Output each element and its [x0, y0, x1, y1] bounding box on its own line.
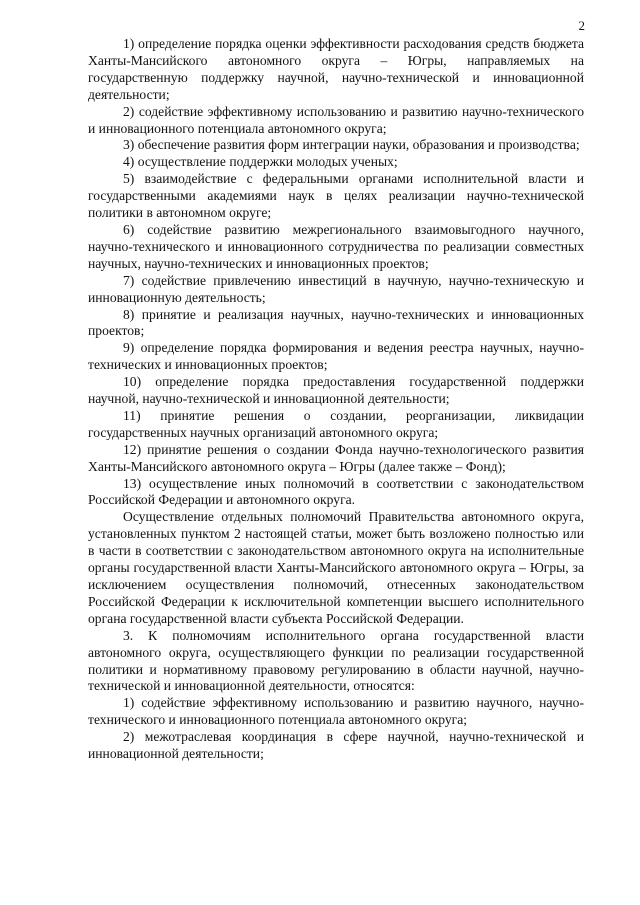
paragraph: 8) принятие и реализация научных, научно-технических и инновационных проектов; [88, 306, 584, 339]
paragraph: 5) взаимодействие с федеральными органами исполнительной власти и государственными академиями наук в целях реализации научно-технической политики в автономном округе; [88, 171, 584, 221]
paragraph: 1) содействие эффективному использованию и развитию научного, научно-технического и инновационного потенциала автономного округа; [88, 695, 584, 728]
paragraph: 13) осуществление иных полномочий в соответствии с законодательством Российской Федерации и автономного округа. [88, 475, 584, 508]
paragraph: 2) содействие эффективному использованию и развитию научно-технического и инновационного потенциала автономного округа; [88, 103, 584, 136]
document-body [88, 36, 584, 763]
paragraph: 3. К полномочиям исполнительного органа государственной власти автономного округа, осуществляющего функции по реализации государственной политики и нормативному правовому регулированию в области научной, научно-технической и инновационной деятельности, относятся: [88, 627, 584, 694]
paragraph: 2) межотраслевая координация в сфере научной, научно-технической и инновационной деятельности; [88, 729, 584, 762]
paragraph: 4) осуществление поддержки молодых ученых; [123, 154, 398, 170]
paragraph: Осуществление отдельных полномочий Правительства автономного округа, установленных пунктом 2 настоящей статьи, может быть возложено полностью или в части в соответствии с законодательством автономного округа на исполнительные органы государственной власти Ханты-Мансийского автономного округа – Югры, за исключением осуществления полномочий, отнесенных законодательством Российской Федерации к исключительной компетенции высшего исполнительного органа государственной власти субъекта Российской Федерации. [88, 509, 584, 626]
page-number: 2 [578, 18, 585, 33]
paragraph: 11) принятие решения о создании, реорганизации, ликвидации государственных научных организаций автономного округа; [88, 407, 584, 440]
paragraph: 3) обеспечение развития форм интеграции науки, образования и производства; [123, 137, 580, 153]
paragraph: 12) принятие решения о создании Фонда научно-технологического развития Ханты-Мансийского автономного округа – Югры (далее также – Фонд); [88, 441, 584, 474]
paragraph: 7) содействие привлечению инвестиций в научную, научно-техническую и инновационную деятельность; [88, 272, 584, 305]
paragraph: 10) определение порядка предоставления государственной поддержки научной, научно-технической и инновационной деятельности; [88, 374, 584, 407]
paragraph: 9) определение порядка формирования и ведения реестра научных, научно-технических и инновационных проектов; [88, 340, 584, 373]
paragraph: 6) содействие развитию межрегионального взаимовыгодного научного, научно-технического и инновационного сотрудничества по реализации совместных научных, научно-технических и инновационных проектов; [88, 221, 584, 271]
paragraph: 1) определение порядка оценки эффективности расходования средств бюджета Ханты-Мансийского автономного округа – Югры, направляемых на государственную поддержку научной, научно-технической и инновационной деятельности; [88, 36, 584, 102]
